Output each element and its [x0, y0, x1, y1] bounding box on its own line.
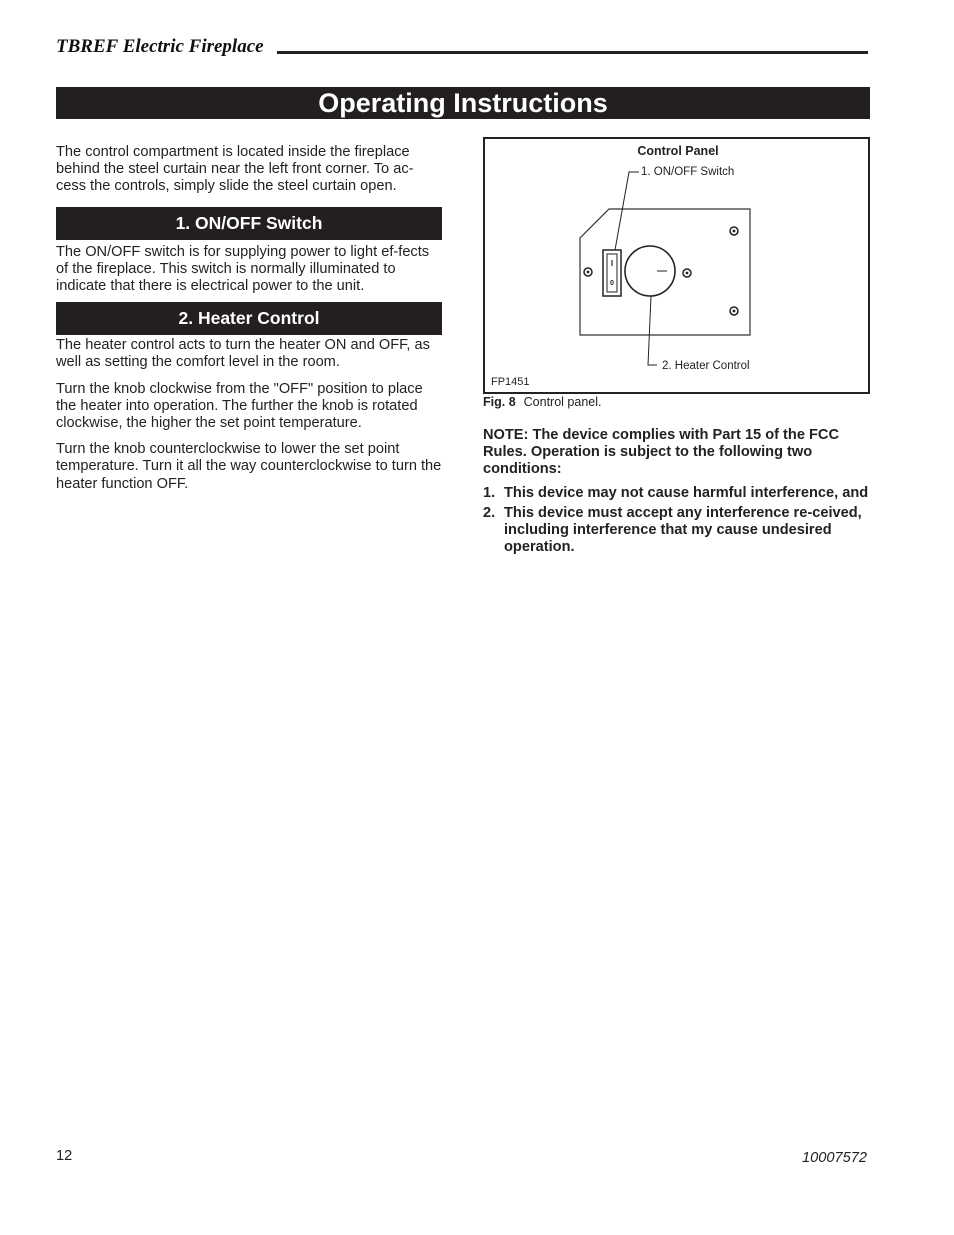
heater-paragraph-3: Turn the knob counterclockwise to lower the set point temperature. Turn it all the way counterclockwise to turn the heater function OFF. [56, 441, 442, 492]
list-item [483, 505, 873, 557]
figure-title: Control Panel [637, 144, 719, 158]
fcc-note [483, 427, 873, 559]
heater-paragraph-1: The heater control acts to turn the heater ON and OFF, as well as setting the comfort level in the room. [56, 337, 430, 371]
heater-knob-icon [625, 246, 675, 296]
list-item-text: This device must accept any interference re-ceived, including interference that my cause undesired operation. [504, 504, 862, 556]
control-panel-diagram [485, 139, 868, 392]
mounting-screw-icon [683, 269, 691, 277]
mounting-screw-icon [730, 307, 738, 315]
intro-paragraph: The control compartment is located inside the fireplace behind the steel curtain near the left front corner. To ac-cess the controls, simply slide the steel curtain open. [56, 144, 414, 195]
figure-caption-label: Fig. 8 [483, 395, 516, 409]
page-title: Operating Instructions [56, 87, 870, 119]
switch-off-glyph: 0 [610, 280, 614, 287]
list-item-text: This device may not cause harmful interference, and [504, 484, 869, 501]
section-heading-heater: 2. Heater Control [56, 302, 442, 335]
list-item-number: 2. [483, 504, 496, 521]
left-column [56, 144, 442, 493]
figure-caption-text: Control panel. [523, 395, 602, 409]
mounting-screw-icon [730, 227, 738, 235]
figure-code: FP1451 [491, 376, 530, 388]
page-number: 12 [56, 1148, 73, 1164]
section-heading-switch: 1. ON/OFF Switch [56, 207, 442, 240]
on-off-switch-icon [603, 250, 621, 296]
mounting-screw-icon [584, 268, 592, 276]
switch-paragraph: The ON/OFF switch is for supplying power to light ef-fects of the fireplace. This switch is normally illuminated to indicate that there is electrical power to the unit. [56, 243, 430, 295]
heater-paragraph-2: Turn the knob clockwise from the "OFF" position to place the heater into operation. The further the knob is rotated clockwise, the higher the set point temperature. [56, 380, 423, 432]
note-text: NOTE: The device complies with Part 15 of the FCC Rules. Operation is subject to the following two conditions: [483, 427, 839, 478]
document-number: 10007572 [802, 1150, 867, 1166]
figure-caption [483, 395, 601, 409]
list-item [483, 485, 873, 502]
switch-on-glyph: I [610, 259, 614, 268]
header-rule [277, 51, 868, 54]
control-panel-figure [483, 137, 870, 394]
callout-switch-label: 1. ON/OFF Switch [641, 166, 735, 178]
callout-heater-label: 2. Heater Control [662, 360, 750, 372]
running-title: TBREF Electric Fireplace [56, 36, 264, 57]
list-item-number: 1. [483, 484, 496, 501]
note-list [483, 485, 873, 557]
